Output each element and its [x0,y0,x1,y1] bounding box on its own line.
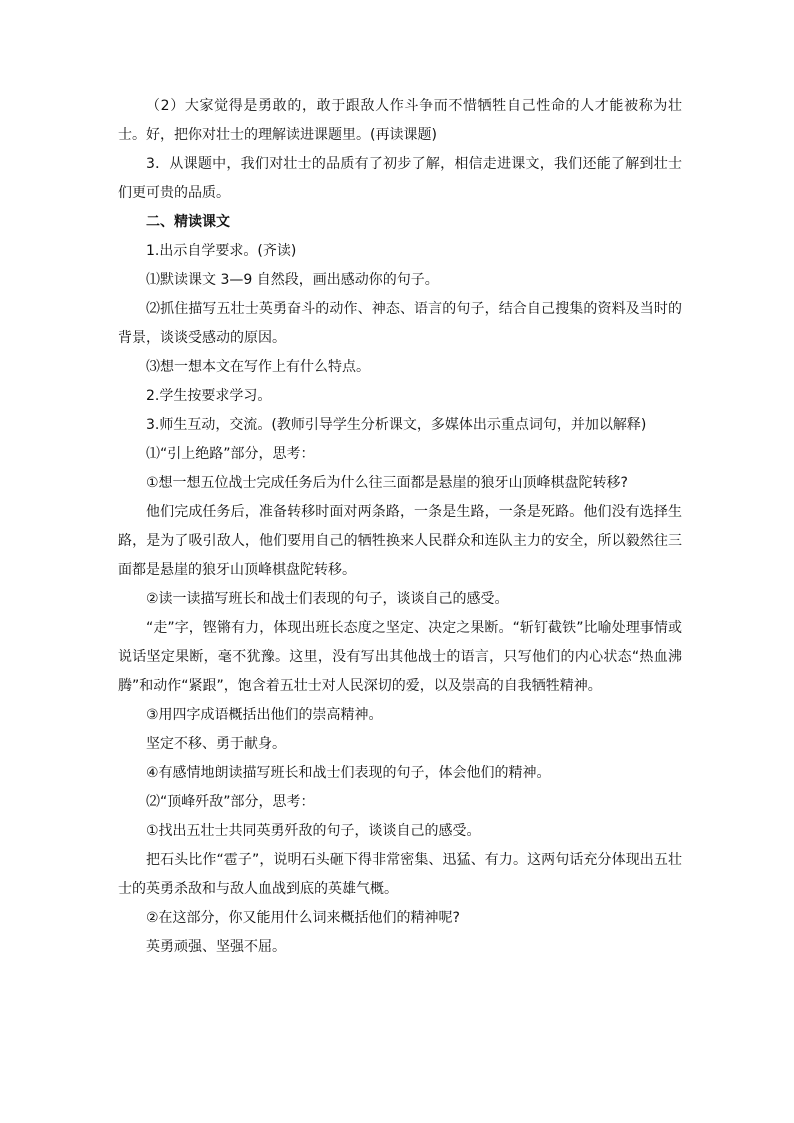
paragraph-part-2-answer-2: 英勇顽强、坚强不屈。 [146,939,286,955]
paragraph-students-study: 2.学生按要求学习。 [146,388,272,404]
paragraph-part-2-question-1: ①找出五壮士共同英勇歼敌的句子，谈谈自己的感受。 [146,823,481,839]
paragraph-part-2-heading: ⑵“顶峰歼敌”部分，思考： [146,794,315,810]
paragraph-part-2-question-2: ②在这部分，你又能用什么词来概括他们的精神呢? [146,910,460,926]
paragraph-answer-3: 坚定不移、勇于献身。 [146,736,286,752]
paragraph-reading-title: （2）大家觉得是勇敢的，敢于跟敌人作斗争而不惜牺牲自己性命的人才能被称为壮士。好，把你对壮士的理解读进课题里。(再读课题) [118,98,682,143]
document-page [118,92,682,962]
paragraph-part-2-answer-1: 把石头比作“雹子”，说明石头砸下得非常密集、迅猛、有力。这两句话充分体现出五壮士的英勇杀敌和与敌人血战到底的英雄气概。 [118,852,682,897]
paragraph-question-1: ①想一想五位战士完成任务后为什么往三面都是悬崖的狼牙山顶峰棋盘陀转移? [146,475,628,491]
paragraph-step-3: 3．从课题中，我们对壮士的品质有了初步了解，相信走进课文，我们还能了解到壮士们更可贵的品质。 [118,156,682,201]
paragraph-interaction: 3.师生互动，交流。(教师引导学生分析课文，多媒体出示重点词句，并加以解释) [146,417,647,433]
paragraph-question-2: ②读一读描写班长和战士们表现的句子，谈谈自己的感受。 [146,591,509,607]
paragraph-answer-1: 他们完成任务后，准备转移时面对两条路，一条是生路，一条是死路。他们没有选择生路，是为了吸引敌人，他们要用自己的牺牲换来人民群众和连队主力的安全，所以毅然往三面都是悬崖的狼牙山顶峰棋盘陀转移。 [118,504,682,578]
paragraph-answer-2: “走”字，铿锵有力，体现出班长态度之坚定、决定之果断。“斩钉截铁”比喻处理事情或说话坚定果断，毫不犹豫。这里，没有写出其他战士的语言，只写他们的内心状态“热血沸腾”和动作“紧跟”，饱含着五壮士对人民深切的爱，以及崇高的自我牺牲精神。 [118,620,682,694]
paragraph-self-study-requirements: 1.出示自学要求。(齐读) [146,243,297,259]
paragraph-requirement-3: ⑶想一想本文在写作上有什么特点。 [146,359,370,375]
paragraph-question-4: ④有感情地朗读描写班长和战士们表现的句子，体会他们的精神。 [146,765,551,781]
paragraph-requirement-1: ⑴默读课文 3—9 自然段，画出感动你的句子。 [146,272,439,288]
section-heading-close-reading: 二、精读课文 [146,214,230,230]
paragraph-question-3: ③用四字成语概括出他们的崇高精神。 [146,707,383,723]
paragraph-part-1-heading: ⑴“引上绝路”部分，思考： [146,446,315,462]
paragraph-requirement-2: ⑵抓住描写五壮士英勇奋斗的动作、神态、语言的句子，结合自己搜集的资料及当时的背景，谈谈受感动的原因。 [118,301,682,346]
